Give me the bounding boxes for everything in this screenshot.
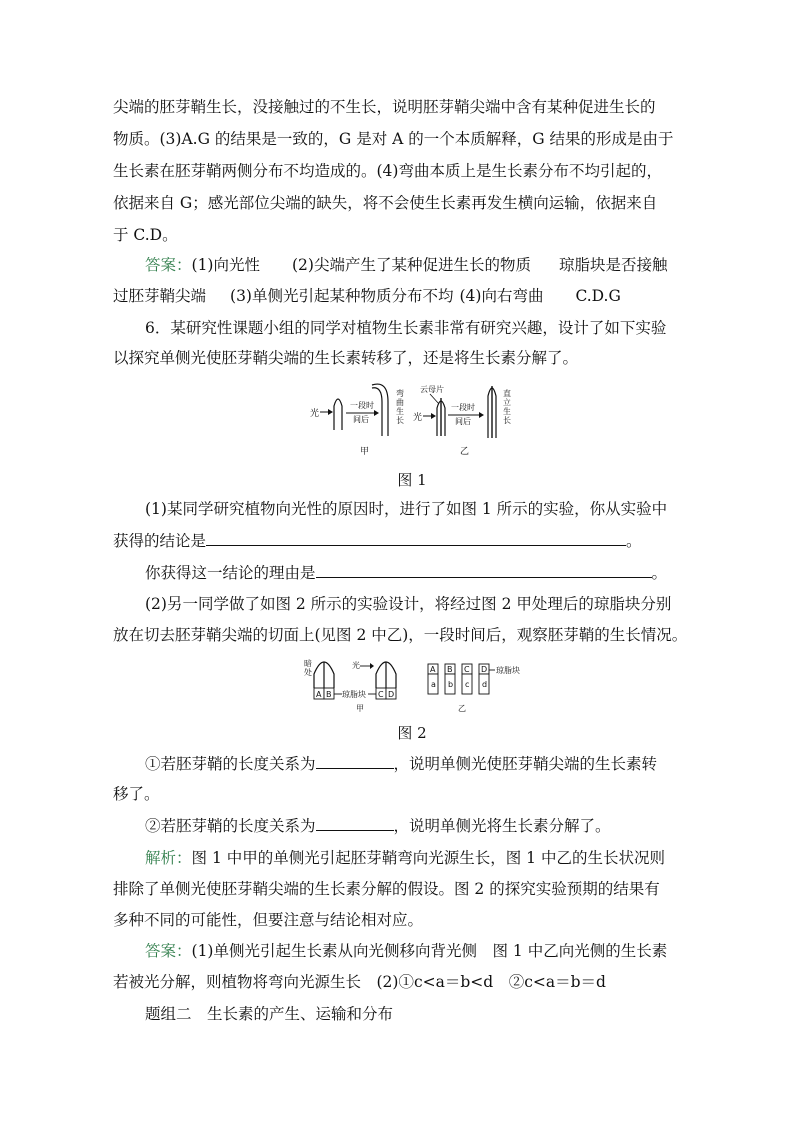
- label-yi: 乙: [460, 447, 470, 457]
- answer-2-line: 若被光分解，则植物将弯向光源生长 (2)①c<a＝b<d ②c<a＝b＝d: [113, 973, 606, 991]
- answer-blank[interactable]: [316, 563, 652, 578]
- question-6-line: 6．某研究性课题小组的同学对植物生长素非常有研究兴趣，设计了如下实验: [145, 319, 667, 337]
- label-yi-fig2: 乙: [458, 704, 466, 713]
- arrow-text-bottom-2: 间后: [455, 417, 471, 426]
- stem-d: d: [482, 680, 488, 689]
- label-jia-fig2: 甲: [356, 704, 364, 713]
- analysis-line: 解析：图 1 中甲的单侧光引起胚芽鞘弯向光源生长，图 1 中乙的生长状况则: [145, 849, 665, 867]
- stem-a: a: [431, 680, 436, 689]
- analysis-line: 多种不同的可能性，但要注意与结论相对应。: [113, 911, 424, 929]
- text-line: 于 C.D。: [113, 226, 178, 244]
- dark-label: 暗处: [304, 659, 312, 677]
- answer-blank[interactable]: [316, 754, 394, 769]
- question-6-2-line: 放在切去胚芽鞘尖端的切面上(见图 2 中乙)，一段时间后，观察胚芽鞘的生长情况。: [113, 626, 688, 644]
- answer-blank[interactable]: [316, 816, 394, 831]
- figure-2-jia: [304, 658, 396, 713]
- analysis-line: 排除了单侧光使胚芽鞘尖端的生长素分解的假设。图 2 的探究实验预期的结果有: [113, 880, 660, 898]
- section-heading: 题组二 生长素的产生、运输和分布: [145, 1005, 394, 1023]
- figure-1-caption: 图 1: [397, 471, 427, 489]
- answer-2-line: 答案：(1)单侧光引起生长素从向光侧移向背光侧 图 1 中乙向光侧的生长素: [145, 942, 668, 960]
- arrow-text-bottom: 间后: [353, 415, 369, 424]
- text-line: 尖端的胚芽鞘生长，没接触过的不生长，说明胚芽鞘尖端中含有某种促进生长的: [113, 98, 656, 116]
- condition-1-line: ①若胚芽鞘的长度关系为 ，说明单侧光使胚芽鞘尖端的生长素转: [145, 755, 658, 773]
- figure-2-caption: 图 2: [397, 724, 427, 742]
- question-6-1-line: (1)某同学研究植物向光性的原因时，进行了如图 1 所示的实验，你从实验中: [145, 500, 668, 518]
- figure-2-yi: [428, 664, 520, 713]
- stem-b: b: [448, 680, 454, 689]
- block-a-2: A: [430, 665, 436, 674]
- block-d-2: D: [481, 665, 488, 674]
- block-c: C: [378, 690, 384, 699]
- block-a: A: [316, 690, 322, 699]
- condition-2-line: ②若胚芽鞘的长度关系为 ，说明单侧光将生长素分解了。: [145, 817, 611, 835]
- label-jia: 甲: [360, 447, 370, 457]
- result-vertical-2: 直立生长: [503, 389, 511, 425]
- result-vertical: 弯曲生长: [396, 389, 404, 425]
- answer-label-2: 答案：: [145, 942, 192, 960]
- question-6-2-line: (2)另一同学做了如图 2 所示的实验设计，将经过图 2 甲处理后的琼脂块分别: [145, 595, 672, 613]
- answer-line-1: 答案：(1)向光性 (2)尖端产生了某种促进生长的物质 琼脂块是否接触: [145, 256, 668, 274]
- question-6-1-line: 获得的结论是 。: [113, 532, 642, 550]
- arrow-text-top-2: 一段时: [451, 403, 475, 412]
- mica-label: 云母片: [420, 385, 444, 394]
- condition-1-line: 移了。: [113, 785, 160, 803]
- text-line: 物质。(3)A.G 的结果是一致的，G 是对 A 的一个本质解释，G 结果的形成是由于: [113, 130, 674, 148]
- answer-label: 答案：: [145, 256, 192, 274]
- figure-1-yi: [413, 384, 511, 457]
- agar-label: 琼脂块: [342, 690, 366, 699]
- block-b-2: B: [447, 665, 453, 674]
- figure-1: [300, 382, 530, 464]
- figure-1-jia: [310, 384, 404, 457]
- text-line: 生长素在胚芽鞘两侧分布不均造成的。(4)弯曲本质上是生长素分布不均引起的，: [113, 162, 662, 180]
- light-label: 光: [310, 409, 320, 419]
- arrow-text-top: 一段时: [350, 401, 374, 410]
- block-b: B: [326, 690, 332, 699]
- stem-c: c: [465, 680, 470, 689]
- block-c-2: C: [464, 665, 470, 674]
- block-d: D: [388, 690, 395, 699]
- question-6-line: 以探究单侧光使胚芽鞘尖端的生长素转移了，还是将生长素分解了。: [113, 349, 579, 367]
- light-label-fig2: 光: [352, 661, 360, 670]
- text-line: 依据来自 G；感光部位尖端的缺失，将不会使生长素再发生横向运输，依据来自: [113, 194, 658, 212]
- question-6-1-line: 你获得这一结论的理由是 。: [145, 564, 668, 582]
- light-label-2: 光: [413, 413, 423, 423]
- agar-label-2: 琼脂块: [496, 666, 520, 675]
- answer-blank[interactable]: [206, 531, 626, 546]
- analysis-label: 解析：: [145, 849, 192, 867]
- figure-2: [300, 656, 530, 718]
- answer-line-2: 过胚芽鞘尖端 (3)单侧光引起某种物质分布不均 (4)向右弯曲 C.D.G: [113, 287, 621, 305]
